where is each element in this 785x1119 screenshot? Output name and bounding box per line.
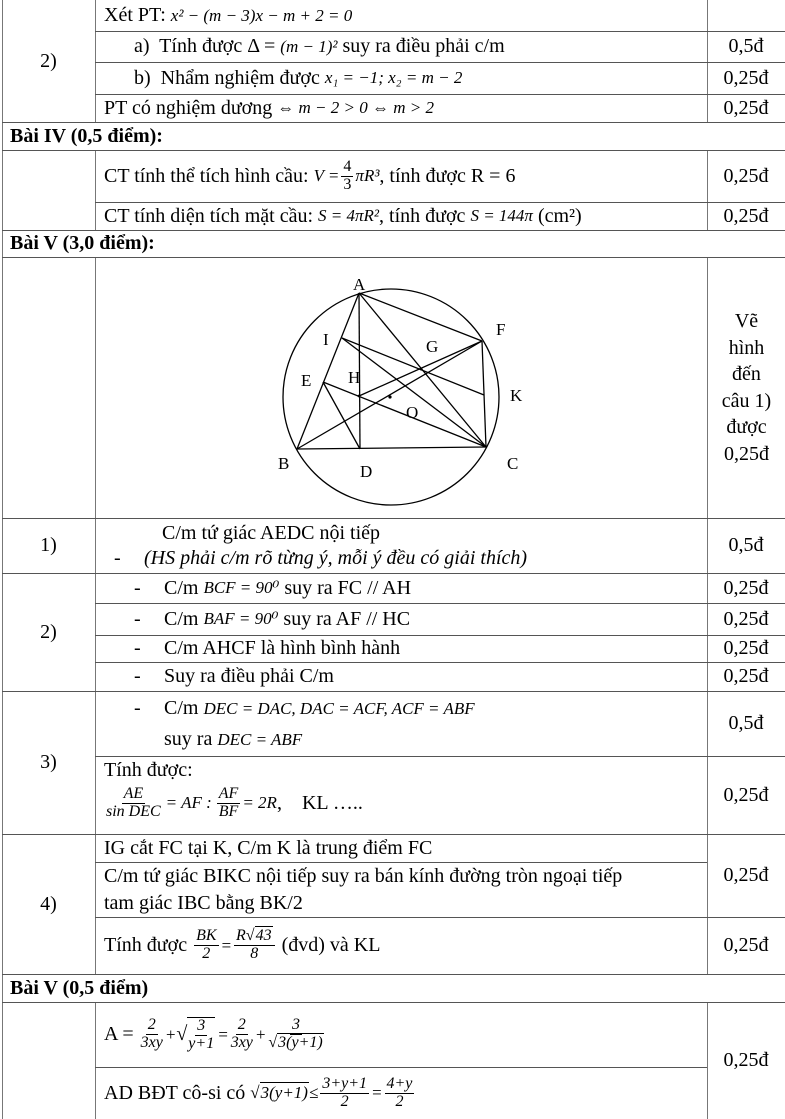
- row-note: [114, 547, 527, 570]
- equation: DEC = ABF: [217, 730, 303, 749]
- table-row: [104, 0, 704, 31]
- row-text: Suy ra điều phải C/m: [164, 665, 334, 687]
- numerator: 2: [237, 1016, 246, 1034]
- label-text: 4): [40, 892, 57, 915]
- score: [707, 917, 785, 974]
- operator: =: [371, 1083, 383, 1102]
- score: [707, 31, 785, 62]
- fraction: $\frac{3}{√3(y+1)}$: [268, 1016, 323, 1051]
- row-text: suy ra AF // HC: [278, 607, 411, 630]
- score-text: 0,25đ: [723, 96, 769, 119]
- point-label-A: A: [353, 275, 366, 294]
- row-text: AD BĐT cô-si có: [104, 1081, 251, 1104]
- fraction: [231, 1017, 253, 1052]
- denominator: 2: [340, 1092, 349, 1110]
- row-text: b) Nhẩm nghiệm được: [134, 66, 325, 89]
- score: [707, 834, 785, 917]
- numerator: BK: [196, 927, 217, 945]
- column-divider: [95, 0, 96, 122]
- score-text: 0,5đ: [728, 534, 764, 556]
- bullet-dash: -: [114, 547, 121, 569]
- equation: =: [220, 935, 233, 955]
- score: [707, 94, 785, 122]
- fraction: [106, 786, 161, 821]
- score-text: 0,25đ: [723, 864, 769, 886]
- equation: πR³: [355, 166, 380, 185]
- row-text: a) Tính được Δ =: [134, 35, 281, 57]
- question-label: [2, 573, 95, 691]
- row-text: Tính được:: [104, 759, 193, 781]
- label-text: 3): [40, 751, 57, 773]
- fraction: $\frac{R√43}{8}$: [234, 928, 275, 963]
- score: [707, 202, 785, 230]
- header-text: Bài V (0,5 điểm): [10, 976, 149, 999]
- score: [707, 62, 785, 94]
- row-text: IG cắt FC tại K, C/m K là trung điểm FC: [104, 836, 433, 859]
- score: [707, 518, 785, 573]
- point-label-D: D: [360, 462, 373, 481]
- bullet-dash: -: [134, 637, 141, 659]
- row-text: C/m AHCF là hình bình hành: [164, 637, 401, 659]
- note-line: hình: [728, 336, 765, 359]
- equation: DEC = DAC, DAC = ACF, ACF = ABF: [203, 699, 475, 718]
- bullet-dash: -: [134, 665, 141, 687]
- numerator: R: [236, 927, 246, 945]
- row-text: suy ra điều phải c/m: [337, 35, 505, 57]
- equation: BCF = 90⁰: [203, 578, 280, 597]
- table-row: [134, 573, 704, 603]
- operator: +: [254, 1024, 267, 1044]
- question-label: [2, 691, 95, 834]
- numerator: AE: [123, 785, 144, 802]
- score-text: 0,25đ: [723, 1049, 769, 1071]
- score: [707, 635, 785, 662]
- numerator: 4: [343, 157, 352, 175]
- fraction: [385, 1076, 415, 1111]
- note-text: (HS phải c/m rõ từng ý, mỗi ý đều có giải thích): [144, 547, 528, 569]
- question-label: [2, 0, 95, 122]
- point-label-K: K: [510, 386, 523, 405]
- note-line: đến: [732, 363, 761, 385]
- bullet-dash: -: [134, 576, 141, 599]
- label-text: 1): [40, 534, 57, 556]
- point-label-O: O: [406, 403, 419, 422]
- denominator: 3: [343, 175, 352, 193]
- score-text: 0,25đ: [723, 66, 769, 89]
- point-label-B: B: [278, 454, 290, 473]
- row-text: C/m: [164, 576, 204, 599]
- score: [707, 150, 785, 202]
- row-line: [134, 697, 475, 720]
- numerator: 2: [147, 1016, 156, 1034]
- section-header: [2, 230, 785, 257]
- table-row: [104, 834, 704, 862]
- row-text: , tính được: [379, 204, 471, 227]
- table-row: [96, 518, 707, 573]
- table-row: [104, 1067, 704, 1119]
- row-text: CT tính thể tích hình cầu:: [104, 164, 314, 187]
- table-row: [104, 862, 704, 917]
- numerator: 3+y+1: [322, 1074, 368, 1092]
- numerator: AF: [218, 785, 239, 802]
- table-row: [134, 662, 704, 691]
- row-text: C/m: [164, 607, 204, 630]
- table-row: [134, 691, 704, 756]
- question-label: [2, 518, 95, 573]
- table-row: [104, 756, 704, 834]
- equation: S = 144π: [470, 206, 533, 225]
- table-row: [104, 94, 704, 122]
- equation: V =: [313, 166, 340, 185]
- note-line: được: [726, 416, 767, 438]
- row-text: CT tính diện tích mặt cầu:: [104, 204, 319, 227]
- denominator: 2: [202, 945, 211, 962]
- score: [707, 1002, 785, 1119]
- row-text: Xét PT:: [104, 4, 171, 26]
- geometry-figure: [96, 258, 707, 518]
- fraction: [141, 1017, 163, 1052]
- sqrt-sign: √: [176, 1023, 188, 1045]
- score: [707, 573, 785, 603]
- row-text: , KL …..: [276, 791, 363, 814]
- row-text: C/m tứ giác BIKC nội tiếp suy ra bán kính đường tròn ngoại tiếp: [104, 865, 623, 887]
- row-text: A =: [104, 1023, 139, 1045]
- equation: x² − (m − 3)x − m + 2 = 0: [170, 5, 353, 25]
- score-text: 0,25đ: [723, 934, 769, 956]
- equation: (m − 1)²: [280, 36, 338, 56]
- row-text: C/m: [164, 697, 204, 719]
- row-text: , tính được R = 6: [379, 164, 516, 187]
- fraction: [194, 928, 218, 963]
- score-text: 0,5đ: [728, 712, 764, 734]
- bullet-dash: -: [134, 607, 141, 630]
- table-row: [134, 31, 704, 62]
- score-text: 0,25đ: [723, 637, 769, 659]
- row-text: suy ra: [164, 728, 218, 750]
- operator: =: [217, 1024, 229, 1044]
- equation: x₁ = −1; x₂ = m − 2: [324, 68, 463, 87]
- fraction: [341, 159, 353, 194]
- score-text: 0,25đ: [723, 783, 769, 806]
- denominator: 8: [250, 945, 259, 962]
- equation: = AF :: [165, 793, 212, 813]
- column-divider: [95, 1002, 96, 1119]
- row-text: (cm²): [532, 204, 582, 227]
- point-label-F: F: [496, 320, 506, 339]
- table-row: [104, 917, 704, 974]
- row-text: suy ra FC // AH: [279, 576, 412, 599]
- row-line: [164, 728, 302, 751]
- table-row: [134, 635, 704, 662]
- fraction: [320, 1076, 369, 1111]
- point-label-G: G: [426, 337, 439, 356]
- radicand: 3(y+1): [260, 1083, 308, 1102]
- equation: ⇔ m − 2 > 0 ⇔ m > 2: [277, 98, 434, 117]
- section-header: [2, 122, 785, 150]
- figure-score-note: [708, 257, 785, 518]
- row-text: C/m tứ giác AEDC nội tiếp: [162, 522, 381, 544]
- score: [707, 756, 785, 834]
- denominator: 2: [395, 1092, 404, 1110]
- equation: = 2R: [242, 793, 277, 813]
- denominator: 3xy: [140, 1034, 163, 1051]
- row-text: tam giác IBC bằng BK/2: [104, 892, 303, 914]
- table-row: [134, 603, 704, 635]
- label-text: 2): [40, 620, 57, 643]
- bullet-dash: -: [134, 697, 141, 719]
- note-line: Vẽ: [734, 310, 759, 332]
- table-row: [104, 150, 704, 202]
- point-label-E: E: [301, 371, 312, 390]
- radicand: 3(y+1): [278, 1034, 323, 1051]
- sqrt-expression: √3(y+1): [250, 1083, 308, 1102]
- point-label-H: H: [348, 368, 361, 387]
- denominator: y+1: [188, 1034, 215, 1052]
- header-text: Bài V (3,0 điểm):: [10, 232, 155, 254]
- formula: [104, 786, 363, 821]
- score: [707, 691, 785, 756]
- operator: ≤: [308, 1083, 319, 1102]
- score: [707, 662, 785, 691]
- radicand: 43: [255, 927, 272, 945]
- table-row: [134, 62, 704, 94]
- section-header: [2, 974, 785, 1002]
- equation: S = 4πR²: [318, 206, 380, 225]
- score: [707, 603, 785, 635]
- column-divider: [95, 150, 96, 230]
- table-row: [104, 1002, 704, 1067]
- denominator: sin DEC: [106, 802, 161, 820]
- numerator: 3: [197, 1016, 206, 1034]
- score-text: 0,25đ: [723, 204, 769, 227]
- table-row: [104, 202, 704, 230]
- point-label-I: I: [323, 330, 329, 349]
- numerator: 4+y: [386, 1074, 413, 1092]
- score-text: 0,25đ: [723, 164, 769, 187]
- score-text: 0,25đ: [723, 665, 769, 687]
- fraction: [187, 1017, 215, 1053]
- label-text: 2): [40, 49, 57, 72]
- row-text: PT có nghiệm dương: [104, 96, 278, 119]
- header-text: Bài IV (0,5 điểm):: [10, 124, 163, 147]
- denominator: 3xy: [230, 1034, 253, 1051]
- denominator: BF: [218, 802, 239, 820]
- point-label-C: C: [507, 454, 519, 473]
- row-text: Tính được: [104, 934, 193, 956]
- row-text: (đvd) và KL: [276, 934, 381, 956]
- fraction: [217, 786, 241, 821]
- question-label: [2, 834, 95, 974]
- numerator: 3: [292, 1016, 301, 1034]
- operator: +: [164, 1024, 177, 1044]
- score-text: 0,25đ: [723, 607, 769, 630]
- equation: BAF = 90⁰: [203, 609, 279, 628]
- score-text: 0,5đ: [728, 35, 764, 57]
- geometry-diagram: [96, 258, 707, 518]
- note-line: 0,25đ: [724, 442, 769, 465]
- note-line: câu 1): [721, 389, 772, 412]
- score-text: 0,25đ: [723, 576, 769, 599]
